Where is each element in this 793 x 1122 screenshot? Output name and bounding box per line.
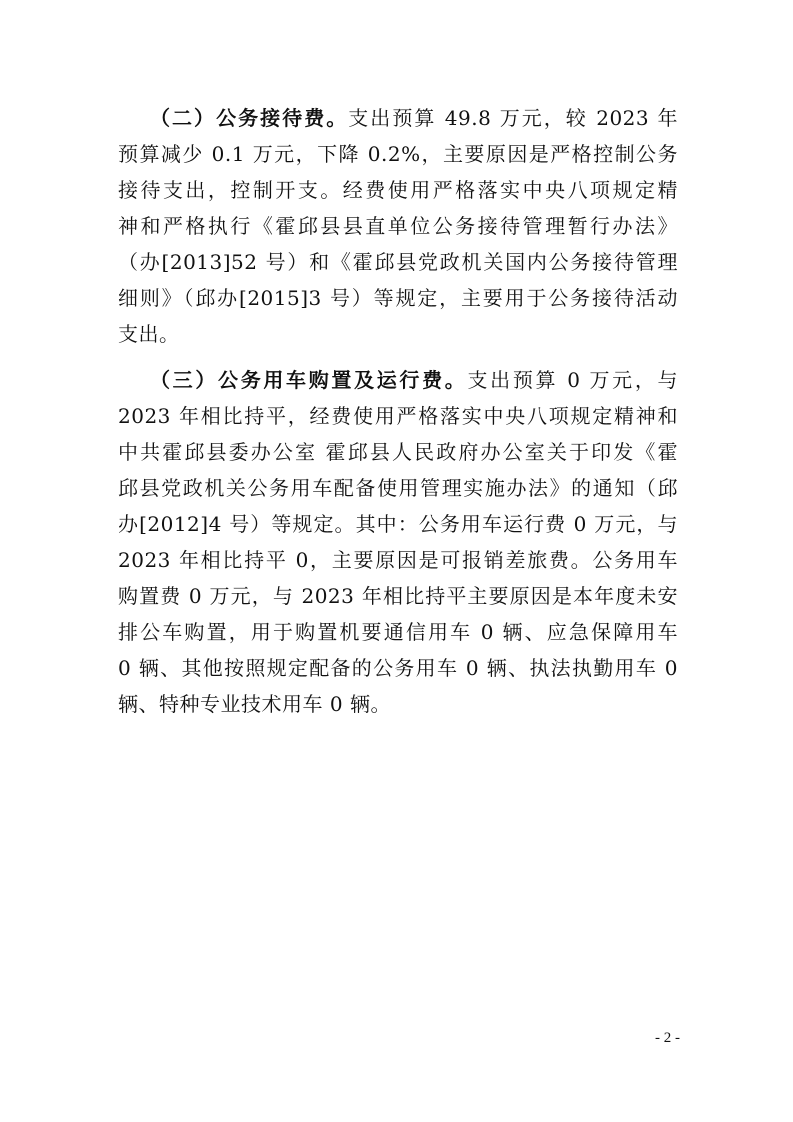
section3-line-1 <box>150 362 678 398</box>
section2-line-6: 细则》（邱办[2015]3 号）等规定，主要用于公务接待活动 <box>118 286 678 310</box>
section2-line-1 <box>150 100 678 136</box>
section3-line-4: 邱县党政机关公务用车配备使用管理实施办法》的通知（邱 <box>118 476 678 500</box>
section3-line-2: 2023 年相比持平，经费使用严格落实中央八项规定精神和 <box>118 404 678 428</box>
section3-line-8: 排公车购置，用于购置机要通信用车 0 辆、应急保障用车 <box>118 620 678 644</box>
section3-line-6: 2023 年相比持平 0，主要原因是可报销差旅费。公务用车 <box>118 548 678 572</box>
section3-line-7: 购置费 0 万元，与 2023 年相比持平主要原因是本年度未安 <box>118 584 678 608</box>
section2-line-5: （办[2013]52 号）和《霍邱县党政机关国内公务接待管理 <box>118 250 678 274</box>
section3-line-10: 辆、特种专业技术用车 0 辆。 <box>118 692 391 716</box>
section3-line-3: 中共霍邱县委办公室 霍邱县人民政府办公室关于印发《霍 <box>118 440 678 464</box>
section2-line-2: 预算减少 0.1 万元，下降 0.2%，主要原因是严格控制公务 <box>118 142 678 166</box>
section2-line-3: 接待支出，控制开支。经费使用严格落实中央八项规定精 <box>118 178 678 202</box>
section2-heading: （二）公务接待费。 <box>150 106 349 130</box>
section2-line1-text: 支出预算 49.8 万元，较 2023 年 <box>348 106 679 130</box>
section3-line-9: 0 辆、其他按照规定配备的公务用车 0 辆、执法执勤用车 0 <box>118 656 678 680</box>
section3-line-5: 办[2012]4 号）等规定。其中：公务用车运行费 0 万元，与 <box>118 512 678 536</box>
section3-heading: （三）公务用车购置及运行费。 <box>150 368 468 392</box>
section2-line-7: 支出。 <box>118 322 180 346</box>
section3-line1-text: 支出预算 0 万元，与 <box>467 368 678 392</box>
section2-line-4: 神和严格执行《霍邱县县直单位公务接待管理暂行办法》 <box>118 214 678 238</box>
page-number: - 2 - <box>655 1030 680 1046</box>
